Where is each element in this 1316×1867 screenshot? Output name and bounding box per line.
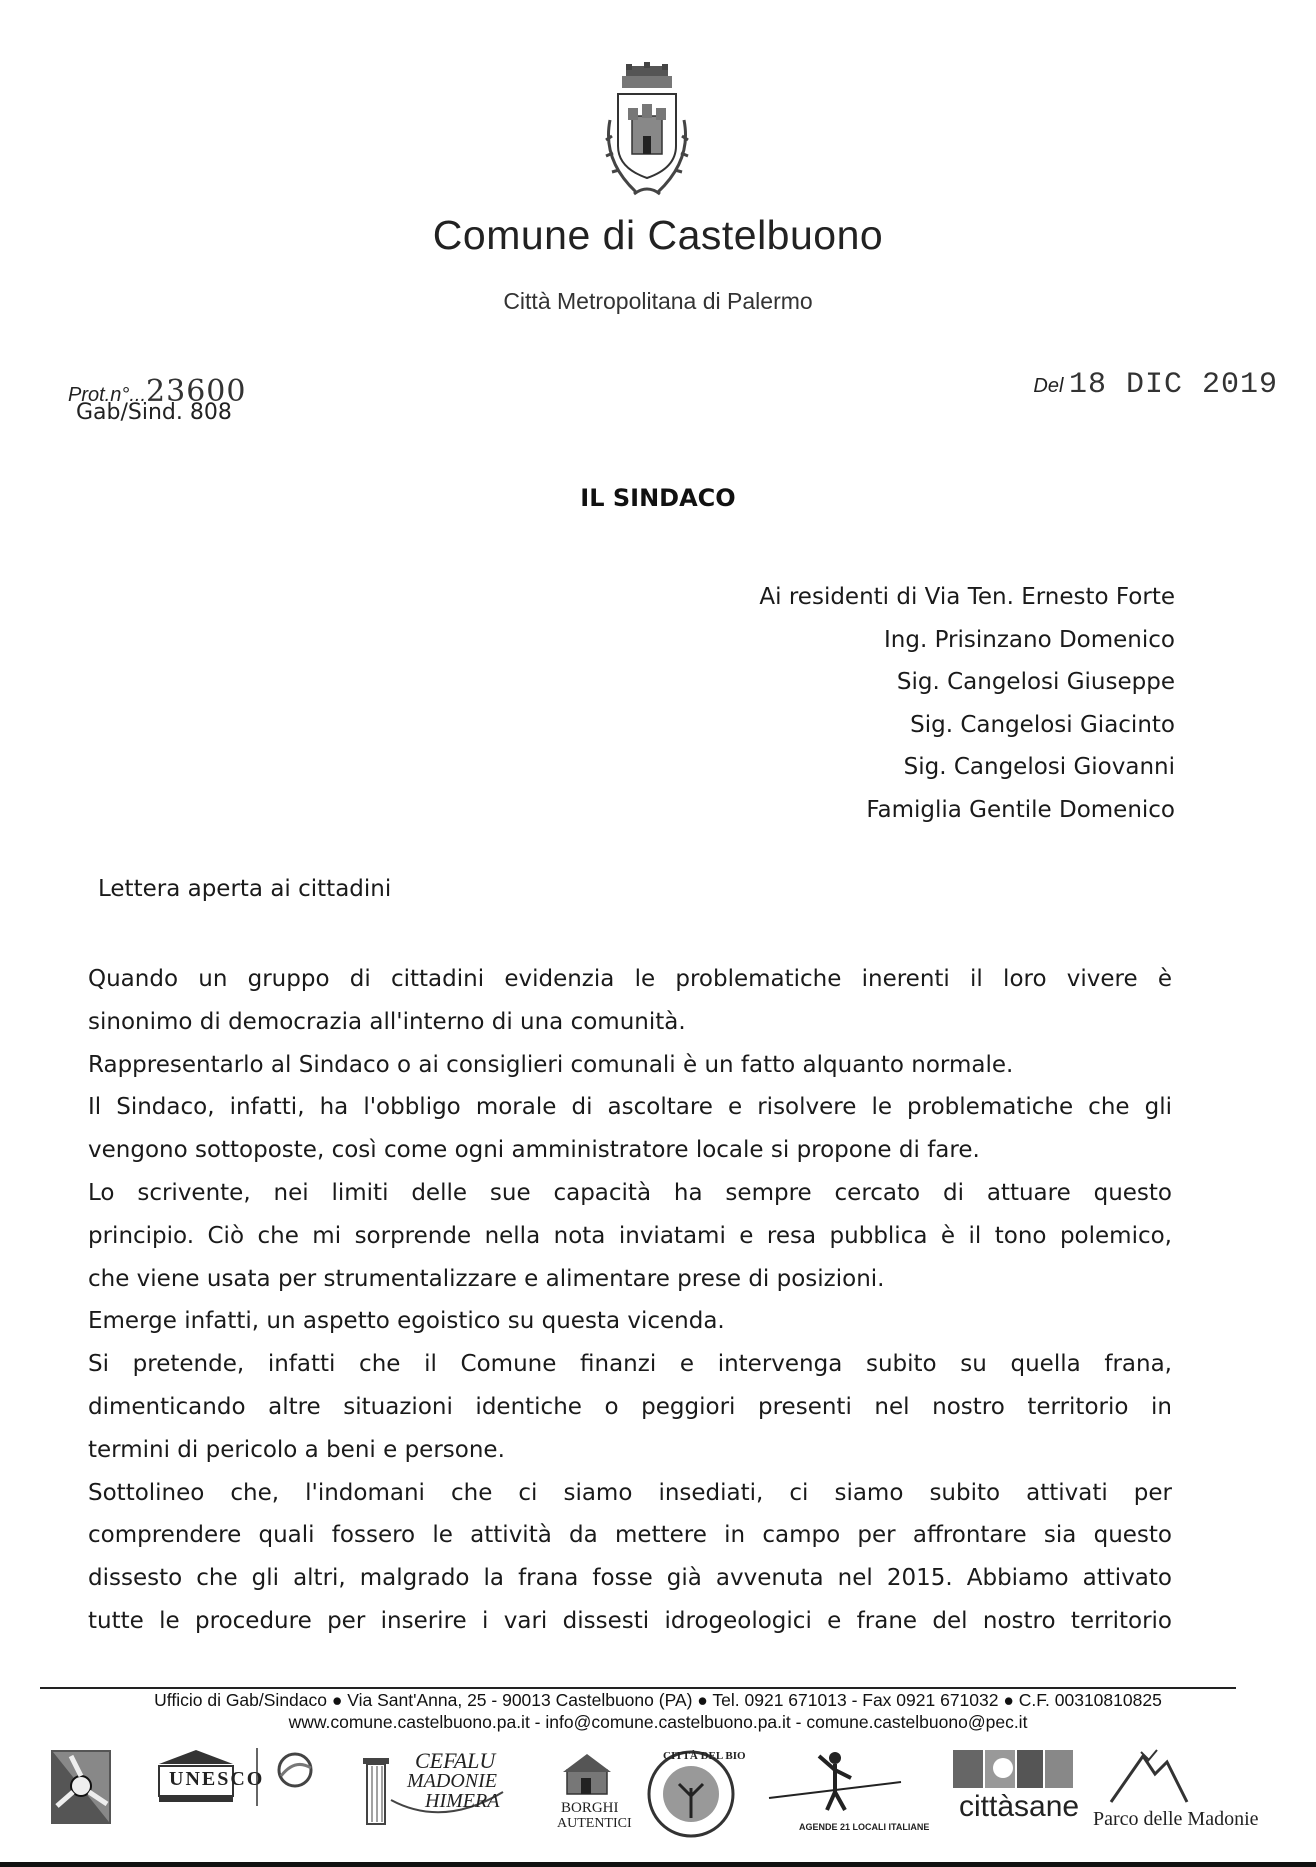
recipient-line: Sig. Cangelosi Giovanni bbox=[903, 754, 1175, 780]
recipient-line: Sig. Cangelosi Giuseppe bbox=[896, 669, 1175, 695]
body-line: Sottolineo che, l'indomani che ci siamo insediati, ci siamo subito attivati per bbox=[88, 1479, 1172, 1506]
date-stamp bbox=[1033, 368, 1278, 402]
cefalu-text: CEFALU bbox=[415, 1748, 496, 1773]
body-line: tutte le procedure per inserire i vari dissesti idrogeologici e frane del nostro territorio bbox=[88, 1607, 1172, 1634]
comune-name: Comune di Castelbuono bbox=[432, 212, 884, 258]
letter-body bbox=[88, 958, 1172, 1643]
protocol-label: Prot.n°... bbox=[68, 384, 147, 406]
cittasane-mosaic-icon bbox=[913, 1748, 1075, 1792]
footer-contacts: www.comune.castelbuono.pa.it - info@comune.castelbuono.pa.it - comune.castelbuono@pec.it bbox=[288, 1712, 1028, 1732]
body-line: Rappresentarlo al Sindaco o ai consiglieri comunali è un fatto alquanto normale. bbox=[88, 1051, 1014, 1078]
madonie-text: MADONIE bbox=[407, 1770, 497, 1792]
metropolitan-city: Città Metropolitana di Palermo bbox=[503, 288, 813, 314]
recipient-line: Famiglia Gentile Domenico bbox=[866, 796, 1175, 823]
cittasane-text: cittàsane bbox=[959, 1790, 1080, 1823]
body-line: comprendere quali fossero le attività da mettere in campo per affrontare sia questo bbox=[88, 1522, 1172, 1549]
body-line: vengono sottoposte, così come ogni amministratore locale si propone di fare. bbox=[88, 1137, 980, 1164]
footer-divider bbox=[40, 1687, 1236, 1689]
footer-address: Ufficio di Gab/Sindaco ● Via Sant'Anna, 25 - 90013 Castelbuono (PA) ● Tel. 0921 671013 - Fax 0921 671032 ● C.F. 00310810825 bbox=[154, 1690, 1162, 1710]
body-line: principio. Ciò che mi sorprende nella nota inviatami e resa pubblica è il tono polemico, bbox=[88, 1222, 1172, 1249]
body-line: Quando un gruppo di cittadini evidenzia le problematiche inerenti il loro vivere è bbox=[88, 966, 1172, 992]
recipient-line: Ing. Prisinzano Domenico bbox=[884, 626, 1175, 653]
body-line: dissesto che gli altri, malgrado la frana fosse già avvenuta nel 2015. Abbiamo attivato bbox=[88, 1565, 1172, 1592]
mountain-icon bbox=[1091, 1748, 1231, 1804]
autentici-text: AUTENTICI bbox=[557, 1816, 632, 1831]
body-line: termini di pericolo a beni e persone. bbox=[88, 1436, 505, 1463]
body-line: Lo scrivente, nei limiti delle sue capacità ha sempre cercato di attuare questo bbox=[88, 1179, 1172, 1206]
recipient-line: Sig. Cangelosi Giacinto bbox=[910, 711, 1175, 738]
himera-text: HIMERA bbox=[425, 1790, 500, 1812]
parco-madonie-logo bbox=[1091, 1748, 1259, 1840]
parco-text: Parco delle Madonie bbox=[1093, 1808, 1259, 1830]
date-value: 18 DIC 2019 bbox=[1068, 368, 1278, 402]
citta-del-bio-logo bbox=[645, 1748, 746, 1840]
date-label: Del bbox=[1033, 375, 1064, 397]
recipients-block bbox=[759, 576, 1175, 831]
geopark-icon bbox=[253, 1748, 323, 1808]
town-crest-icon bbox=[592, 60, 702, 210]
agende21-logo bbox=[765, 1748, 930, 1840]
body-line: dimenticando altre situazioni identiche o peggiori presenti nel nostro territorio in bbox=[88, 1393, 1172, 1420]
protocol-office: Gab/Sind. 808 bbox=[76, 400, 232, 425]
body-line: Il Sindaco, infatti, ha l'obbligo morale di ascoltare e risolvere le problematiche che gli bbox=[88, 1094, 1172, 1121]
town-crest bbox=[592, 60, 702, 210]
recipient-line: Ai residenti di Via Ten. Ernesto Forte bbox=[759, 584, 1175, 610]
body-line: sinonimo di democrazia all'interno di una comunità. bbox=[88, 1008, 686, 1035]
footer-logos bbox=[45, 1748, 1259, 1840]
cittasane-logo bbox=[913, 1748, 1080, 1840]
unesco-text: UNESCO bbox=[169, 1768, 265, 1790]
borghi-autentici-logo bbox=[553, 1748, 632, 1840]
letter-subject: Lettera aperta ai cittadini bbox=[98, 876, 392, 902]
geopark-logo bbox=[253, 1748, 323, 1840]
unesco-logo bbox=[151, 1748, 265, 1840]
body-line: che viene usata per strumentalizzare e alimentare prese di posizioni. bbox=[88, 1265, 885, 1292]
cefalu-madonie-himera-logo bbox=[363, 1748, 513, 1840]
tightrope-walker-icon bbox=[765, 1748, 905, 1818]
agende-text: AGENDE 21 LOCALI ITALIANE bbox=[799, 1822, 930, 1832]
cittabio-text: CITTÀ DEL BIO bbox=[663, 1750, 746, 1762]
sicilia-logo bbox=[49, 1748, 113, 1840]
body-line: Si pretende, infatti che il Comune finanzi e intervenga subito su quella frana, bbox=[88, 1351, 1172, 1378]
protocol-value: 23600 bbox=[146, 374, 247, 409]
borghi-village-icon bbox=[553, 1748, 623, 1804]
letter-title: IL SINDACO bbox=[580, 484, 736, 512]
borghi-text: BORGHI bbox=[561, 1800, 619, 1816]
body-line: Emerge infatti, un aspetto egoistico su questa vicenda. bbox=[88, 1308, 725, 1335]
trinacria-icon bbox=[49, 1748, 113, 1826]
bottom-scan-edge bbox=[0, 1862, 1316, 1867]
